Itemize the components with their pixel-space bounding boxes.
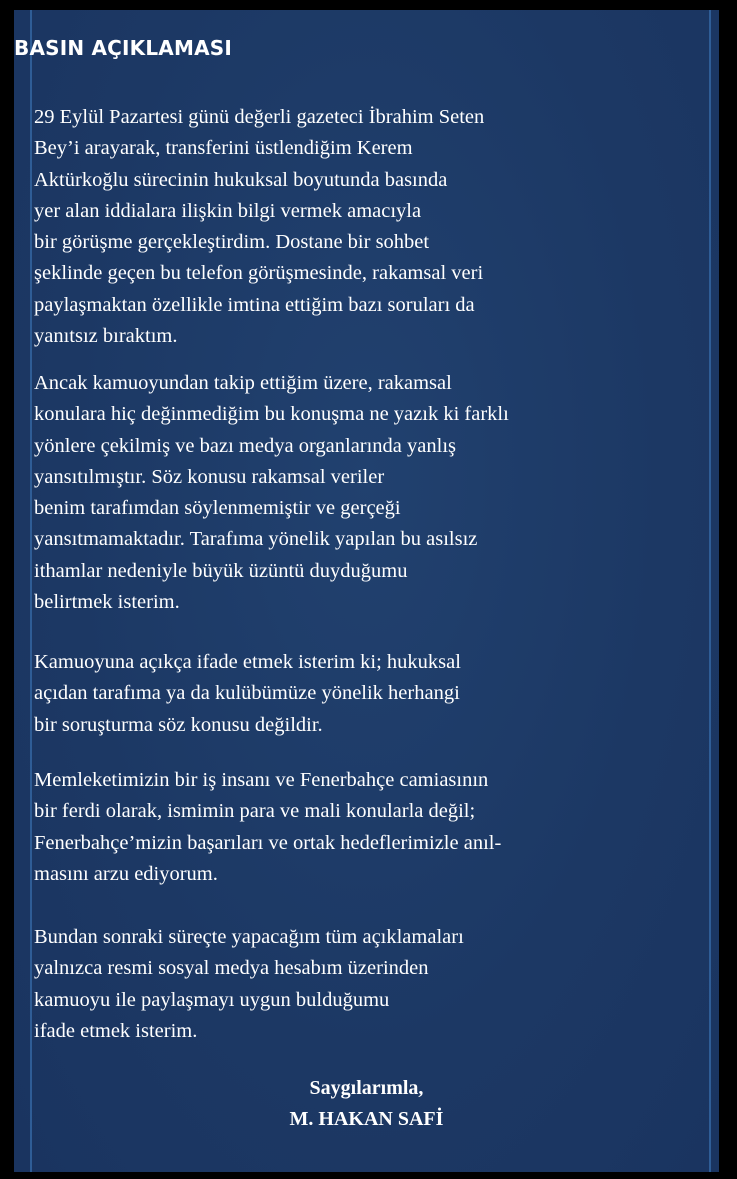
paragraph-4 xyxy=(34,765,699,890)
paragraph-line: bir soruşturma söz konusu değildir. xyxy=(34,713,323,736)
paragraph-line: Bundan sonraki süreçte yapacağım tüm açıklamaları xyxy=(34,926,464,948)
paragraph-line: şeklinde geçen bu telefon görüşmesinde, rakamsal veri xyxy=(34,262,484,285)
paragraph-5 xyxy=(34,922,699,1047)
paragraph-line: belirtmek isterim. xyxy=(34,591,180,614)
paragraph-line: konulara hiç değinmediğim bu konuşma ne yazık ki farklı xyxy=(34,403,509,426)
paragraph-line: 29 Eylül Pazartesi günü değerli gazeteci İbrahim Seten xyxy=(34,106,485,128)
paragraph-line: paylaşmaktan özellikle imtina ettiğim bazı soruları da xyxy=(34,293,475,316)
paragraph-line: yansıtılmıştır. Söz konusu rakamsal veriler xyxy=(34,465,385,488)
paragraph-line: yalnızca resmi sosyal medya hesabım üzerinden xyxy=(34,957,429,980)
paragraph-line: açıdan tarafıma ya da kulübümüze yönelik herhangi xyxy=(34,682,460,705)
paragraph-line: yansıtmamaktadır. Tarafıma yönelik yapılan bu asılsız xyxy=(34,528,478,551)
paragraph-line: masını arzu ediyorum. xyxy=(34,862,218,885)
paragraph-line: Kamuoyuna açıkça ifade etmek isterim ki; hukuksal xyxy=(34,651,461,673)
paragraph-line: Bey’i arayarak, transferini üstlendiğim Kerem xyxy=(34,137,413,160)
paragraph-line: yanıtsız bıraktım. xyxy=(34,325,178,348)
paragraph-3 xyxy=(34,647,699,741)
closing-salutation: Saygılarımla, xyxy=(309,1077,424,1099)
paragraph-line: benim tarafımdan söylenmemiştir ve gerçeği xyxy=(34,497,401,520)
paragraph-line: bir ferdi olarak, ismimin para ve mali konularla değil; xyxy=(34,800,476,823)
press-release-page xyxy=(14,10,719,1172)
document-title: BASIN AÇIKLAMASI xyxy=(14,36,233,60)
paragraph-line: ithamlar nedeniyle büyük üzüntü duyduğumu xyxy=(34,559,408,582)
paragraph-line: bir görüşme gerçekleştirdim. Dostane bir sohbet xyxy=(34,231,430,254)
paragraph-line: Memleketimizin bir iş insanı ve Fenerbahçe camiasının xyxy=(34,769,489,791)
paragraph-line: yönlere çekilmiş ve bazı medya organlarında yanlış xyxy=(34,434,457,457)
paragraph-line: ifade etmek isterim. xyxy=(34,1019,198,1042)
paragraph-line: kamuoyu ile paylaşmayı uygun bulduğumu xyxy=(34,988,390,1011)
signatory-name: M. HAKAN SAFİ xyxy=(289,1108,444,1130)
paragraph-line: yer alan iddialara ilişkin bilgi vermek amacıyla xyxy=(34,199,422,222)
signoff-block xyxy=(14,1073,719,1135)
paragraph-2 xyxy=(34,368,699,618)
paragraph-line: Aktürkoğlu sürecinin hukuksal boyutunda basında xyxy=(34,168,448,191)
paragraph-line: Fenerbahçe’mizin başarıları ve ortak hedeflerimizle anıl- xyxy=(34,831,502,854)
paragraph-line: Ancak kamuoyundan takip ettiğim üzere, rakamsal xyxy=(34,372,452,394)
paragraph-1 xyxy=(34,102,699,352)
